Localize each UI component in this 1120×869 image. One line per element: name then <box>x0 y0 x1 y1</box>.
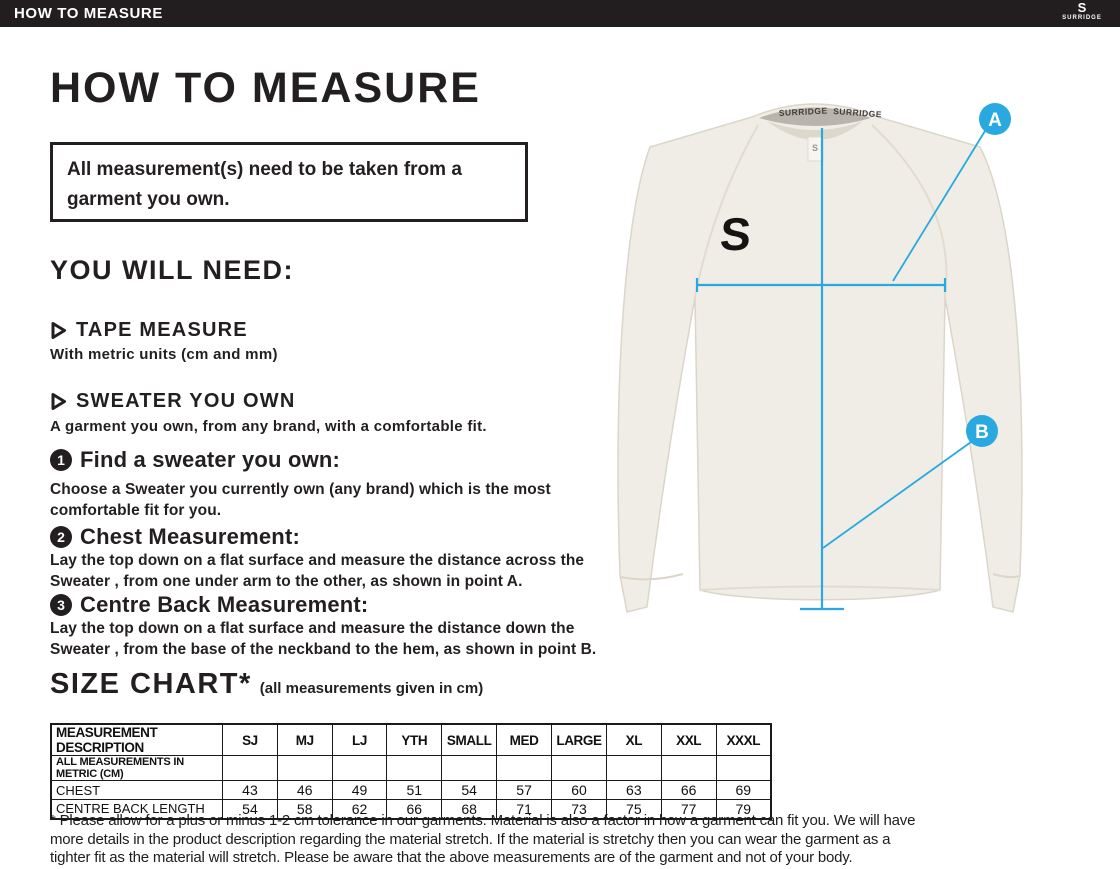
table-value-cell: 49 <box>332 781 387 800</box>
table-value-cell: 66 <box>387 800 442 819</box>
footnote <box>50 812 1108 868</box>
table-note-cell: ALL MEASUREMENTS IN METRIC (CM) <box>51 756 223 781</box>
table-header-cell: SMALL <box>442 724 497 756</box>
table-value-cell: 46 <box>277 781 332 800</box>
table-empty-cell <box>332 756 387 781</box>
topbar <box>0 0 1120 27</box>
page-title: HOW TO MEASURE <box>50 64 481 112</box>
notice-box <box>50 142 528 222</box>
table-header-cell: MED <box>497 724 552 756</box>
step-number-badge: 2 <box>50 526 72 548</box>
footnote-line: more details in the product description regarding the material stretch. If the material is stretchy then you can wear the garment as a <box>50 830 891 848</box>
table-header-cell: XXL <box>661 724 716 756</box>
need-item-tape-measure <box>50 319 248 342</box>
step-3-body: Lay the top down on a flat surface and measure the distance down the Sweater , from the base of the neckband to the hem, as shown in point B. <box>50 620 597 658</box>
table-header-cell: XXXL <box>716 724 771 756</box>
brand-monogram-icon: S <box>1077 0 1087 15</box>
step-1-heading <box>50 447 340 473</box>
triangle-bullet-icon <box>50 321 67 340</box>
table-empty-cell <box>716 756 771 781</box>
chest-logo: S <box>718 208 753 260</box>
sweater-illustration <box>618 104 1022 612</box>
neck-label: SURRIDGE <box>832 106 883 120</box>
footnote-line: tighter fit as the material will stretch. Please be aware that the above measurements are of the garment and not of your body. <box>50 849 853 866</box>
table-empty-cell <box>497 756 552 781</box>
table-value-cell: 79 <box>716 800 771 819</box>
size-chart-heading-row <box>50 668 483 701</box>
you-will-need-heading: YOU WILL NEED: <box>50 255 295 285</box>
size-chart-title: SIZE CHART* <box>50 668 252 700</box>
sweater-measurement-diagram <box>595 85 1035 625</box>
step-2-body: Lay the top down on a flat surface and measure the distance across the Sweater , from one under arm to the other, as shown in point A. <box>50 552 585 590</box>
table-value-cell: 60 <box>552 781 607 800</box>
table-header-cell: YTH <box>387 724 442 756</box>
table-value-cell: 57 <box>497 781 552 800</box>
point-a-label: A <box>988 110 1002 131</box>
table-empty-cell <box>552 756 607 781</box>
table-empty-cell <box>606 756 661 781</box>
table-value-cell: 69 <box>716 781 771 800</box>
neck-tag-logo: S <box>811 143 819 153</box>
need-item-label: TAPE MEASURE <box>76 319 248 341</box>
table-row <box>51 781 771 800</box>
step-3-heading <box>50 592 368 618</box>
table-header-cell: LARGE <box>552 724 607 756</box>
table-value-cell: 54 <box>223 800 278 819</box>
table-value-cell: 75 <box>606 800 661 819</box>
table-row-label: CENTRE BACK LENGTH <box>51 800 223 819</box>
triangle-bullet-icon <box>50 392 67 411</box>
notice-text: All measurement(s) need to be taken from a garment you own. <box>67 159 462 210</box>
table-value-cell: 77 <box>661 800 716 819</box>
table-value-cell: 62 <box>332 800 387 819</box>
step-number-badge: 3 <box>50 594 72 616</box>
table-value-cell: 63 <box>606 781 661 800</box>
footnote-line: * Please allow for a plus or minus 1-2 cm tolerance in our garments. Material is also a factor in how a garment can fit you. We will have <box>50 812 916 829</box>
step-title: Find a sweater you own: <box>80 447 341 472</box>
table-empty-cell <box>442 756 497 781</box>
table-value-cell: 66 <box>661 781 716 800</box>
brand-wordmark: SURRIDGE <box>1062 15 1102 21</box>
step-title: Centre Back Measurement: <box>80 592 369 617</box>
need-item-label: SWEATER YOU OWN <box>76 390 296 412</box>
need-item-desc: A garment you own, from any brand, with a comfortable fit. <box>50 418 487 435</box>
table-value-cell: 68 <box>442 800 497 819</box>
table-empty-cell <box>277 756 332 781</box>
table-value-cell: 54 <box>442 781 497 800</box>
size-chart-table <box>50 723 772 820</box>
neck-label: SURRIDGE <box>778 105 828 118</box>
step-2-heading <box>50 524 300 550</box>
table-header-cell: XL <box>606 724 661 756</box>
table-empty-cell <box>223 756 278 781</box>
table-value-cell: 58 <box>277 800 332 819</box>
table-header-cell: MEASUREMENT DESCRIPTION <box>51 724 223 756</box>
table-empty-cell <box>661 756 716 781</box>
point-b-label: B <box>975 422 989 443</box>
step-title: Chest Measurement: <box>80 524 300 549</box>
step-number-badge: 1 <box>50 449 72 471</box>
size-chart-subtitle: (all measurements given in cm) <box>259 680 484 697</box>
table-empty-cell <box>387 756 442 781</box>
table-header-cell: SJ <box>223 724 278 756</box>
topbar-title: HOW TO MEASURE <box>14 5 163 22</box>
step-1-body: Choose a Sweater you currently own (any brand) which is the most comfortable fit for you. <box>50 481 551 519</box>
table-header-cell: LJ <box>332 724 387 756</box>
table-header-cell: MJ <box>277 724 332 756</box>
need-item-desc: With metric units (cm and mm) <box>50 346 278 363</box>
need-item-sweater <box>50 390 295 413</box>
surridge-logo <box>1054 1 1110 21</box>
table-value-cell: 71 <box>497 800 552 819</box>
table-value-cell: 73 <box>552 800 607 819</box>
table-row-label: CHEST <box>51 781 223 800</box>
table-value-cell: 51 <box>387 781 442 800</box>
table-value-cell: 43 <box>223 781 278 800</box>
